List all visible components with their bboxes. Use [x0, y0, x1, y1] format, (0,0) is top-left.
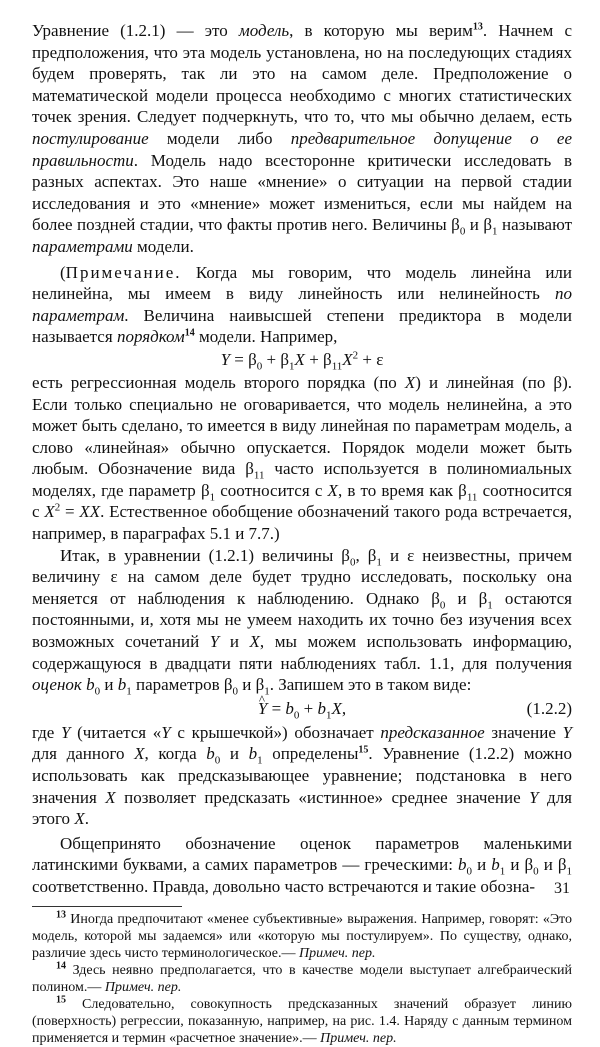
italic-term: порядком: [116, 327, 185, 347]
text: позволяет предсказать «истинное» среднее значение: [115, 787, 530, 807]
subscript: 1: [566, 865, 573, 878]
footnote-number: 14: [56, 959, 66, 971]
equation-prediction: [32, 696, 572, 722]
text: и β: [445, 588, 488, 608]
text: , в то время как β: [337, 480, 467, 500]
text: . Уравнение (1.2.2) можно использовать как предсказывающее уравнение; подстановка в него значения: [32, 744, 572, 807]
text: . Модель надо всесторонне критически исследовать в разных аспектах. Это наше «мнение» о ситуации на первой стадии исследования и это «мнение» может измениться, если мы найдем на более поздней стадии, что факты против него. Величины β: [32, 150, 572, 235]
text: соотносится с: [32, 480, 572, 522]
math-op: =: [267, 698, 286, 718]
math-var: b: [117, 675, 127, 695]
subscript: 1: [209, 491, 216, 504]
text: .: [84, 809, 89, 829]
footnote-text: Здесь неявно предполагается, что в качестве модели выступает алгебраический полином.—: [32, 962, 572, 995]
italic-term: по параметрам: [32, 284, 572, 325]
text: модели либо: [148, 128, 291, 148]
math-var: Y: [529, 787, 539, 807]
math-var: Y: [209, 632, 220, 652]
math-var: X: [105, 787, 116, 807]
math-var: Y: [220, 349, 231, 369]
math-op: = β: [230, 349, 257, 369]
translator-note: Примеч. пер.: [320, 1030, 397, 1046]
math-var: b: [317, 698, 326, 718]
text: для этого: [32, 787, 572, 829]
footnote-divider: [32, 906, 182, 907]
math-var: X: [331, 698, 342, 718]
math-var: X: [44, 502, 55, 522]
footnote-text: Иногда предпочитают «менее субъективные» выражения. Например, говорят: «Это модель, которой мы задаемся» или «которую мы постулируем». По существу, однако, различие здесь чисто терминологическое.—: [32, 911, 572, 961]
math-var: b: [248, 744, 258, 764]
math-var: b: [491, 855, 500, 875]
italic-term: предсказанное: [380, 722, 485, 742]
paragraph-note: [32, 262, 572, 348]
footnote-ref-13: 13: [472, 21, 483, 33]
subscript: 0: [533, 865, 539, 878]
italic-term: предварительное допущение о ее правильности: [32, 128, 572, 170]
footnote-13: [32, 908, 572, 962]
text: , когда: [144, 744, 207, 764]
text: Общепринято обозначение оценок параметров маленькими латинскими буквами, а самих параметров — греческими:: [32, 833, 572, 875]
subscript: 0: [349, 556, 356, 569]
footnote-number: 15: [56, 993, 66, 1005]
text: и: [219, 632, 250, 652]
text: параметров β: [131, 675, 233, 695]
italic-term: параметрами: [32, 236, 133, 256]
paragraph-notation: [32, 833, 572, 898]
subscript: 0: [256, 360, 263, 373]
math-var: b: [86, 675, 95, 695]
subscript: 0: [214, 754, 221, 767]
text: модели.: [132, 236, 194, 256]
text: Уравнение (1.2.1) — это: [32, 21, 239, 40]
text: =: [60, 502, 80, 522]
text: ) и линейная (по β). Если только специально не оговаривается, что модель нелинейна, а это может быть сделано, то имеется в виду линейная по параметрам модель, а слово «линейная» обычно опускается. Порядок модели может быть любым. Обозначение вида β: [32, 372, 572, 479]
text: где: [32, 722, 61, 742]
translator-note: Примеч. пер.: [299, 945, 376, 961]
math-var: X: [294, 349, 305, 369]
italic-term: модель: [238, 21, 290, 40]
text: для данного: [32, 744, 135, 764]
text: и β: [505, 855, 534, 875]
math-var: Y: [60, 722, 71, 742]
text: соответственно. Правда, довольно часто встречаются и такие обозна-: [32, 876, 536, 896]
superscript: 2: [54, 501, 61, 514]
math-var: b: [206, 744, 215, 764]
math-var: X: [134, 744, 145, 764]
math-var: b: [458, 855, 467, 875]
subscript: 1: [264, 685, 270, 698]
text: и: [220, 744, 249, 764]
math-var: X: [404, 372, 416, 392]
spaced-heading: Примечание.: [65, 262, 182, 282]
subscript: 1: [492, 225, 498, 238]
subscript: 0: [94, 685, 101, 698]
footnote-ref-14: 14: [184, 327, 195, 339]
text: остаются постоянными, и, хотя мы не умеем находить их точно без изучения всех возможных сочетаний: [32, 588, 572, 652]
math-var: Y: [562, 722, 572, 742]
text: . Запишем это в таком виде:: [269, 675, 472, 695]
text: и β: [238, 675, 265, 695]
math-op: ,: [341, 698, 347, 718]
text: . Начнем с предположения, что эта модель установлена, но на последующих стадиях будем проверять, так ли это на самом деле. Предположение о математической модели процесса необходимо с многих статистических точек зрения. Следует подчеркнуть, что то, что мы обычно делаем, есть: [32, 21, 573, 127]
equation-body: [32, 696, 572, 722]
text: Итак, в уравнении (1.2.1) величины β: [60, 545, 350, 565]
math-var-hat: ^ Y: [258, 696, 267, 722]
subscript: 11: [253, 469, 265, 482]
subscript: 11: [331, 360, 343, 373]
text: (: [60, 262, 66, 282]
text: называют: [497, 215, 572, 235]
text: , β: [355, 545, 377, 565]
footnote-15: [32, 993, 572, 1047]
text: определены: [262, 744, 359, 764]
subscript: 1: [499, 865, 506, 878]
footnote-text: Следовательно, совокупность предсказанных значений образует линию (поверхность) регрессии, показанную, например, на рис. 1.4. Наряду с данным термином применяется и термин «расчетное значение».—: [32, 996, 572, 1046]
text: , в которую мы верим: [289, 21, 473, 40]
subscript: 1: [487, 599, 493, 612]
paragraph-yhat: [32, 722, 572, 830]
text: часто используется в полиномиальных моделях, где параметр β: [32, 459, 573, 500]
math-var: X: [249, 632, 260, 652]
subscript: 1: [326, 709, 332, 722]
text: и β: [465, 215, 492, 235]
paragraph-model: [32, 20, 572, 258]
equation-number: (1.2.2): [526, 698, 572, 718]
math-var: Y: [161, 722, 171, 742]
math-op: + ε: [358, 349, 384, 369]
subscript: 0: [232, 685, 239, 698]
text: есть регрессионная модель второго порядка (по: [32, 372, 405, 392]
text: значение: [484, 722, 563, 742]
math-op: + β: [262, 349, 290, 369]
subscript: 1: [126, 685, 132, 698]
subscript: 0: [459, 225, 466, 238]
subscript: 11: [466, 491, 478, 504]
text: и β: [538, 855, 567, 875]
paragraph-estimates: [32, 545, 572, 696]
math-var: b: [285, 698, 294, 718]
page-number: 31: [554, 880, 570, 897]
translator-note: Примеч. пер.: [104, 979, 182, 995]
text: (читается «: [70, 722, 162, 742]
subscript: 1: [257, 754, 263, 767]
equation-second-order: [32, 348, 572, 372]
math-op: + β: [304, 349, 332, 369]
text: , мы можем использовать информацию, содержащуюся в двадцати пяти наблюдениях табл. 1.1, для получения: [32, 632, 572, 673]
subscript: 0: [293, 709, 300, 722]
text: модели. Например,: [194, 327, 338, 347]
footnote-number: 13: [56, 908, 66, 920]
footnote-14: [32, 959, 572, 996]
text: . Естественное обобщение обозначений такого рода встречается, например, в параграфах 5.1 и 7.7.): [32, 502, 573, 544]
subscript: 0: [439, 599, 446, 612]
footnote-ref-15: 15: [358, 744, 369, 756]
text: . Величина наивысшей степени предиктора в модели называется: [32, 305, 572, 347]
italic-term: постулирование: [32, 128, 149, 148]
text: с крышечкой») обозначает: [170, 722, 381, 742]
math-var: X: [327, 480, 338, 500]
text: и ε неизвестны, причем величину ε на самом деле будет трудно исследовать, поскольку она меняется от наблюдения к наблюдению. Однако β: [32, 545, 572, 608]
math-var: X: [342, 349, 353, 369]
text: соотносится с: [215, 480, 328, 500]
paragraph-order: [32, 372, 572, 545]
math-var: XX: [79, 502, 101, 522]
italic-term: оценок: [32, 675, 82, 695]
superscript: 2: [352, 349, 359, 362]
text: и: [472, 855, 492, 875]
math-op: +: [299, 698, 318, 718]
subscript: 0: [466, 865, 473, 878]
text: Когда мы говорим, что модель линейна или нелинейна, мы имеем в виду линейность или нелинейность: [32, 262, 572, 304]
math-var: X: [74, 809, 85, 829]
text: и: [100, 675, 118, 695]
subscript: 1: [289, 360, 295, 373]
subscript: 1: [376, 556, 382, 569]
